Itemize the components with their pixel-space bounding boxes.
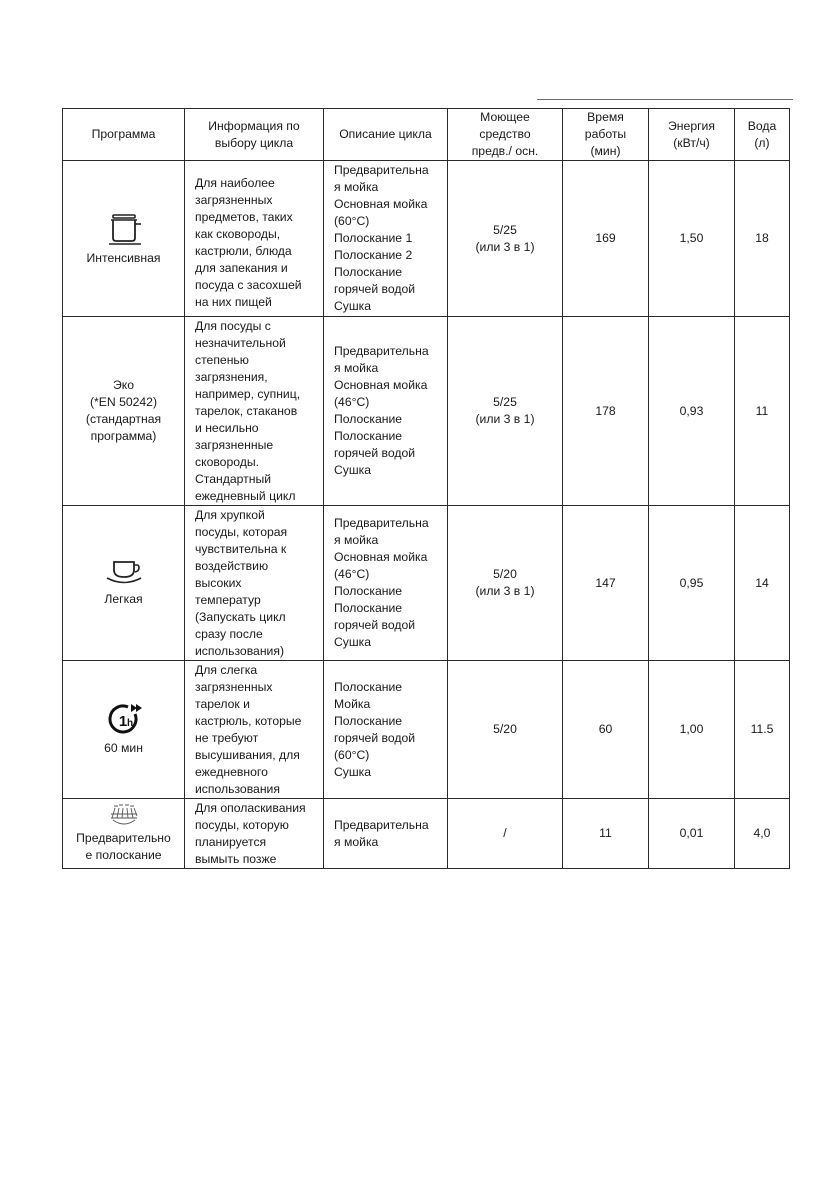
table-row: [63, 661, 790, 799]
header-water: Вода (л): [735, 109, 790, 161]
info-cell: [185, 799, 324, 869]
detergent-cell: /: [448, 799, 563, 869]
program-cell: [63, 661, 185, 799]
table-row: [63, 799, 790, 869]
time-cell: 11: [563, 799, 649, 869]
cup-icon: [103, 559, 145, 587]
description-cell: [324, 661, 448, 799]
detergent-cell: 5/25 (или 3 в 1): [448, 317, 563, 506]
info-text: Для хрупкой посуды, которая чувствительна к воздействию высоких температур (Запускать цикл сразу после использования): [195, 508, 288, 658]
description-cell: [324, 506, 448, 661]
detergent-cell: 5/25 (или 3 в 1): [448, 161, 563, 317]
rinse-spray-icon: [107, 804, 141, 828]
description-text: Полоскание Мойка Полоскание горячей водой (60°C) Сушка: [334, 679, 416, 779]
energy-cell: 1,00: [649, 661, 735, 799]
time-cell: 169: [563, 161, 649, 317]
time-cell: 178: [563, 317, 649, 506]
table-row: [63, 161, 790, 317]
description-text: Предварительна я мойка Основная мойка (46°C) Полоскание Полоскание горячей водой Сушка: [334, 516, 429, 649]
svg-text:1: 1: [118, 713, 127, 730]
description-cell: [324, 161, 448, 317]
description-text: Предварительна я мойка Основная мойка (60°C) Полоскание 1 Полоскание 2 Полоскание горячей водой Сушка: [334, 163, 429, 313]
svg-text:h: h: [126, 718, 133, 729]
table-row: [63, 506, 790, 661]
water-cell: 11: [735, 317, 790, 506]
energy-cell: 0,01: [649, 799, 735, 869]
info-cell: [185, 506, 324, 661]
description-text: Предварительна я мойка Основная мойка (46°C) Полоскание Полоскание горячей водой Сушка: [334, 344, 429, 477]
table-header-row: [63, 109, 790, 161]
energy-cell: 0,95: [649, 506, 735, 661]
header-program: Программа: [63, 109, 185, 161]
info-text: Для слегка загрязненных тарелок и кастрюль, которые не требуют высушивания, для ежедневного использования: [195, 663, 302, 796]
header-description: Описание цикла: [324, 109, 448, 161]
program-name: Легкая: [104, 591, 143, 606]
detergent-cell: 5/20 (или 3 в 1): [448, 506, 563, 661]
header-info: Информация по выбору цикла: [185, 109, 324, 161]
program-cell: [63, 317, 185, 506]
program-name: Предварительно е полоскание: [76, 830, 171, 862]
program-name: Эко (*EN 50242) (стандартная программа): [85, 378, 162, 443]
program-name: 60 мин: [104, 741, 143, 755]
water-cell: 14: [735, 506, 790, 661]
description-cell: [324, 799, 448, 869]
program-table: [62, 108, 790, 869]
quick-1h-icon: [104, 702, 144, 736]
detergent-cell: 5/20: [448, 661, 563, 799]
program-cell: [63, 161, 185, 317]
time-cell: 147: [563, 506, 649, 661]
energy-cell: 0,93: [649, 317, 735, 506]
water-cell: 18: [735, 161, 790, 317]
header-detergent: Моющее средство предв./ осн.: [448, 109, 563, 161]
description-text: Предварительна я мойка: [334, 817, 429, 849]
time-cell: 60: [563, 661, 649, 799]
program-cell: [63, 799, 185, 869]
info-text: Для наиболее загрязненных предметов, таких как сковороды, кастрюли, блюда для запекания и посуда с засохшей на них пищей: [195, 176, 302, 309]
info-cell: [185, 161, 324, 317]
info-cell: [185, 317, 324, 506]
water-cell: 11.5: [735, 661, 790, 799]
header-energy: Энергия (кВт/ч): [649, 109, 735, 161]
water-cell: 4,0: [735, 799, 790, 869]
description-cell: [324, 317, 448, 506]
header-rule: [537, 99, 793, 100]
energy-cell: 1,50: [649, 161, 735, 317]
info-cell: [185, 661, 324, 799]
pot-icon: [103, 210, 145, 246]
header-time: Время работы (мин): [563, 109, 649, 161]
table-row: [63, 317, 790, 506]
program-name: Интенсивная: [86, 251, 161, 265]
info-text: Для ополаскивания посуды, которую планируется вымыть позже: [195, 801, 306, 866]
program-cell: [63, 506, 185, 661]
info-text: Для посуды с незначительной степенью загрязнения, например, супниц, тарелок, стаканов и несильно загрязненные сковороды. Стандартный ежедневный цикл: [195, 319, 301, 503]
